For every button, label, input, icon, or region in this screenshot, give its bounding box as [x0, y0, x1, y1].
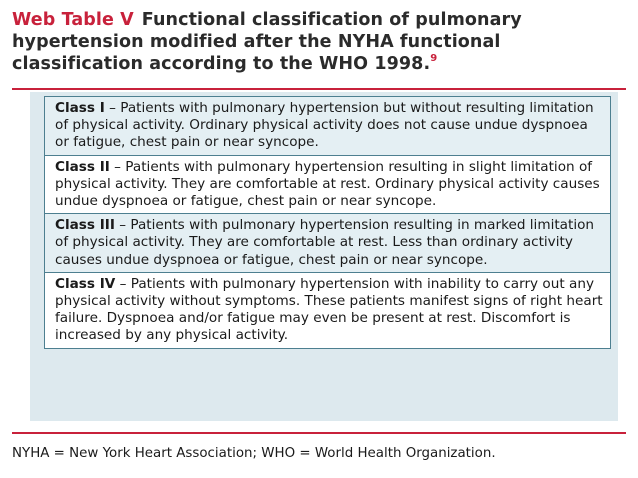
class-name: Class IV [55, 275, 116, 292]
class-description: – Patients with pulmonary hypertension resulting in marked limitation of physical activity. They are comfortable at rest. Less than ordinary activity causes undue dyspnoea or fatigue, chest pain or near syncope. [55, 217, 595, 268]
class-description: – Patients with pulmonary hypertension but without resulting limitation of physical activity. Ordinary physical activity does not cause undue dyspnoea or fatigue, chest pain or near syncope. [55, 100, 594, 151]
class-name: Class III [55, 217, 115, 234]
table-row-class-2 [45, 156, 610, 215]
class-name: Class II [55, 158, 110, 175]
bottom-rule [12, 432, 626, 434]
top-rule [12, 88, 626, 90]
classification-table [44, 96, 611, 349]
table-label: Web Table V [12, 10, 134, 30]
class-name: Class I [55, 100, 105, 116]
table-caption: Functional classification of pulmonary hypertension modified after the NYHA functional classification according to the WHO 1998. [12, 10, 522, 74]
reference-superscript: 9 [430, 53, 438, 64]
table-title [12, 9, 632, 75]
table-row-class-1 [45, 97, 610, 156]
table-row-class-3 [45, 214, 610, 273]
table-footnote: NYHA = New York Heart Association; WHO = World Health Organization. [12, 446, 496, 461]
table-row-class-4 [45, 273, 610, 349]
class-description: – Patients with pulmonary hypertension resulting in slight limitation of physical activity. They are comfortable at rest. Ordinary physical activity causes undue dyspnoea or fatigue, chest pain or near syncope. [55, 158, 600, 210]
class-description: – Patients with pulmonary hypertension with inability to carry out any physical activity without symptoms. These patients manifest signs of right heart failure. Dyspnoea and/or fatigue may even be present at rest. Discomfort is increased by any physical activity. [55, 275, 603, 344]
